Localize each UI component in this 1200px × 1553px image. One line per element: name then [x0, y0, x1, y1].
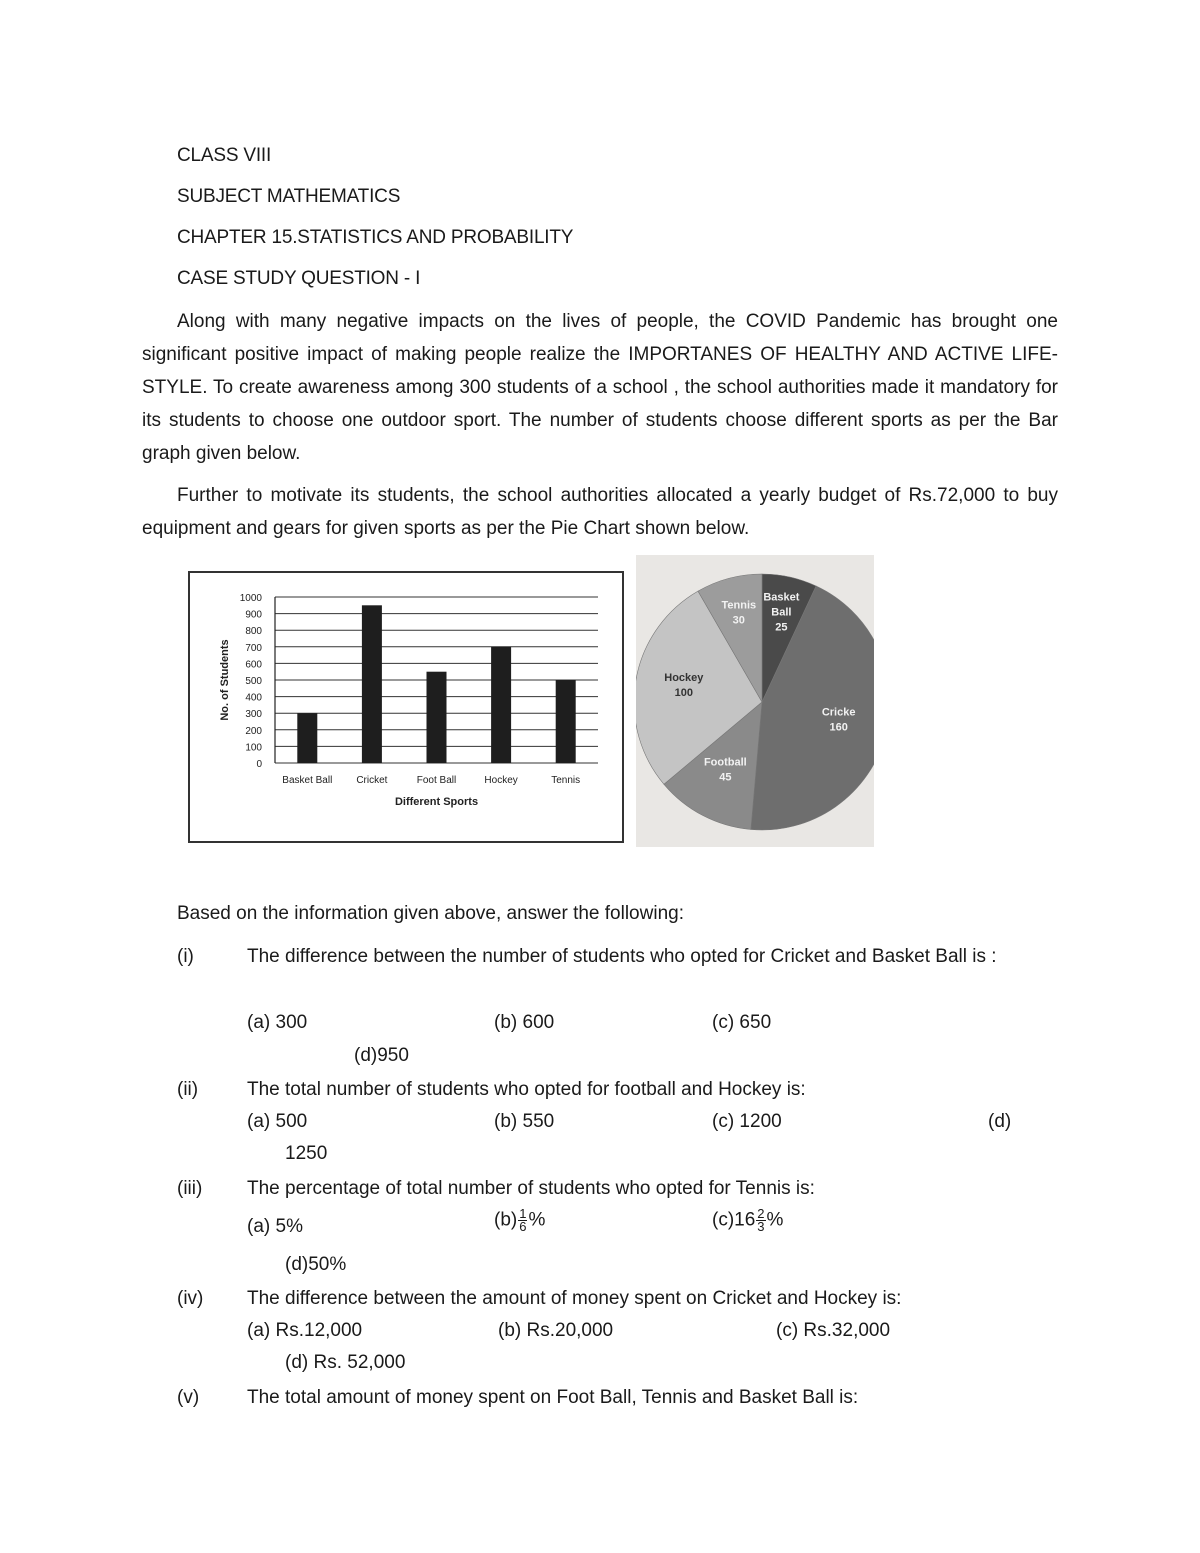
option-d: (d)950 [354, 1045, 409, 1066]
fraction-denominator: 3 [757, 1219, 765, 1234]
y-tick-label: 200 [245, 725, 262, 737]
bar-chart [190, 573, 622, 841]
option-c-suffix: % [766, 1209, 784, 1231]
y-tick-label: 0 [256, 759, 262, 770]
fraction-numerator: 2 [757, 1206, 765, 1221]
intro-paragraph-text: Along with many negative impacts on the lives of people, the COVID Pandemic has brought one significant positive impact of making people realize the IMPORTANES OF HEALTHY AND ACTIVE LIFE-STYLE. To create awareness among 300 students of a school , the school authorities made it mandatory for its students to choose one outdoor sport. The number of students choose different sports as per the Bar graph given below. [142, 311, 1058, 464]
y-tick-label: 100 [245, 742, 262, 754]
pie-slice-value: 100 [674, 687, 694, 700]
option-a: (a) Rs.12,000 [247, 1320, 363, 1341]
option-b: (b) 550 [494, 1111, 555, 1132]
question-text: The percentage of total number of students who opted for Tennis is: [247, 1178, 815, 1199]
question-number: (iv) [177, 1288, 204, 1309]
question-number: (v) [177, 1387, 200, 1408]
y-tick-label: 900 [245, 609, 262, 621]
option-d-value: 1250 [285, 1143, 328, 1164]
option-b: (b) 600 [494, 1012, 555, 1033]
option-b [494, 1208, 545, 1233]
fraction-denominator: 6 [519, 1219, 527, 1234]
question-text: The total number of students who opted for football and Hockey is: [247, 1079, 806, 1100]
pie-slice-label: Tennis [721, 599, 757, 612]
y-tick-label: 700 [245, 642, 262, 654]
option-a: (a) 500 [247, 1111, 308, 1132]
pie-slice-value: 160 [829, 721, 848, 734]
question-number: (i) [177, 946, 194, 967]
fraction [756, 1208, 765, 1233]
x-tick-label: Basket Ball [282, 775, 333, 786]
question-number: (iii) [177, 1178, 203, 1199]
y-tick-label: 500 [245, 676, 262, 687]
bar [491, 647, 511, 763]
y-tick-label: 600 [245, 659, 262, 671]
question-number: (ii) [177, 1079, 199, 1100]
charts-figure [188, 555, 874, 851]
budget-paragraph [142, 479, 1058, 545]
pie-chart-panel [636, 555, 874, 847]
question-text: The difference between the number of students who opted for Cricket and Basket Ball is : [247, 946, 997, 967]
x-tick-label: Foot Ball [416, 775, 457, 786]
y-tick-label: 400 [245, 692, 262, 704]
fraction-numerator: 1 [519, 1206, 527, 1221]
bar [297, 713, 317, 763]
pie-slice-label: Ball [771, 606, 792, 619]
class-heading: CLASS VIII [177, 145, 272, 166]
x-tick-label: Hockey [484, 775, 518, 786]
chapter-heading: CHAPTER 15.STATISTICS AND PROBABILITY [177, 227, 574, 248]
x-tick-label: Tennis [551, 775, 581, 786]
option-d: (d) Rs. 52,000 [285, 1352, 406, 1373]
y-tick-label: 800 [245, 626, 262, 638]
option-c-prefix: (c)16 [712, 1209, 756, 1231]
bar [362, 605, 382, 763]
fraction [518, 1208, 527, 1233]
question-text: The total amount of money spent on Foot Ball, Tennis and Basket Ball is: [247, 1387, 859, 1408]
intro-paragraph [142, 305, 1058, 470]
option-d: (d)50% [285, 1254, 347, 1275]
y-axis-label: No. of Students [219, 639, 231, 721]
pie-slice-label: Hockey [664, 672, 704, 685]
option-c: (c) 650 [712, 1012, 772, 1033]
question-text: The difference between the amount of money spent on Cricket and Hockey is: [247, 1288, 902, 1309]
budget-paragraph-text: Further to motivate its students, the school authorities allocated a yearly budget of Rs.72,000 to buy equipment and gears for given sports as per the Pie Chart shown below. [142, 485, 1058, 539]
option-c [712, 1208, 783, 1233]
option-b-suffix: % [528, 1209, 546, 1231]
pie-slice-label: Basket [763, 591, 800, 604]
pie-slice-value: 45 [719, 771, 732, 784]
pie-slice-value: 30 [732, 614, 745, 627]
bar [556, 680, 576, 763]
y-tick-label: 1000 [239, 593, 262, 604]
option-c: (c) Rs.32,000 [776, 1320, 891, 1341]
bar-chart-panel [188, 571, 624, 843]
pie-chart [636, 555, 874, 847]
case-study-heading: CASE STUDY QUESTION - I [177, 268, 421, 289]
option-a: (a) 5% [247, 1216, 303, 1237]
pie-slice-value: 25 [775, 621, 788, 634]
option-d: (d) [988, 1111, 1012, 1132]
x-axis-label: Different Sports [394, 796, 479, 808]
x-tick-label: Cricket [356, 775, 388, 786]
subject-heading: SUBJECT MATHEMATICS [177, 186, 401, 207]
option-b: (b) Rs.20,000 [498, 1320, 614, 1341]
bar [427, 672, 447, 763]
pie-slice-label: Cricke [821, 706, 856, 719]
y-tick-label: 300 [245, 709, 262, 721]
questions-intro: Based on the information given above, answer the following: [177, 903, 684, 924]
option-c: (c) 1200 [712, 1111, 782, 1132]
option-b-prefix: (b) [494, 1209, 518, 1231]
option-a: (a) 300 [247, 1012, 308, 1033]
pie-slice-label: Football [703, 756, 747, 769]
